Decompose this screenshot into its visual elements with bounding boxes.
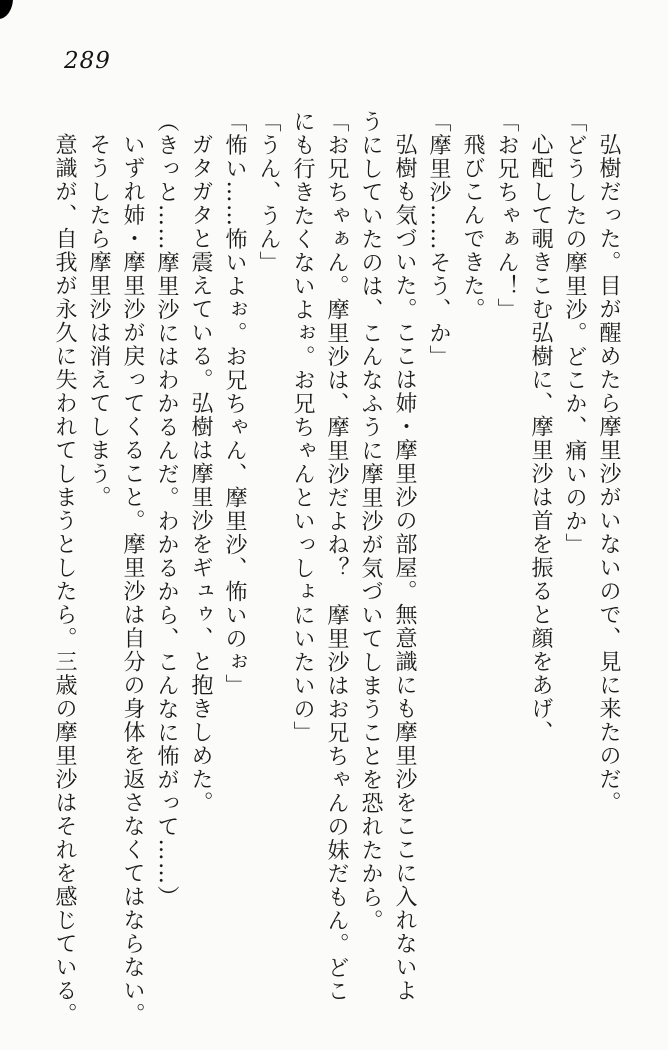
text-column: にも行きたくないよぉ。お兄ちゃんといっしょにいたいの」 (290, 110, 315, 745)
text-column: 弘樹も気づいた。ここは姉・摩里沙の部屋。無意識にも摩里沙をここに入れないよ (392, 133, 417, 1003)
text-column: そうしたら摩里沙は消えてしまう。 (86, 133, 111, 509)
text-column: 意識が、自我が永久に失われてしまうとしたら。三歳の摩里沙はそれを感じている。 (52, 133, 77, 1026)
text-column: 「どうしたの摩里沙。どこか、痛いのか」 (562, 110, 587, 557)
text-column: 心配して覗きこむ弘樹に、摩里沙は首を振ると顔をあげ、 (528, 133, 553, 744)
text-column: 「お兄ちゃぁん！」 (494, 110, 519, 322)
scan-corner-artifact (0, 0, 13, 19)
text-column: 弘樹だった。目が醒めたら摩里沙がいないので、見に来たのだ。 (596, 133, 621, 815)
text-column: 「怖い……怖いよぉ。お兄ちゃん、摩里沙、怖いのぉ」 (222, 110, 247, 698)
text-column: ガタガタと震えている。弘樹は摩里沙をギュゥ、と抱きしめた。 (188, 133, 213, 815)
text-column: 「うん、うん」 (256, 110, 281, 275)
text-column: 「摩里沙……そう、か」 (426, 110, 451, 369)
page-number: 289 (64, 48, 111, 74)
text-column: 「お兄ちゃぁん。摩里沙は、摩里沙だよね？ 摩里沙はお兄ちゃんの妹だもん。どこ (324, 110, 349, 1003)
text-column: いずれ姉・摩里沙が戻ってくること。摩里沙は自分の身体を返さなくてはならない。 (120, 133, 145, 1026)
vertical-text-block (47, 110, 625, 1025)
text-column: （きっと……摩里沙にはわかるんだ。わかるから、こんなに怖がって……） (154, 110, 179, 909)
text-column: 飛びこんできた。 (460, 133, 485, 321)
text-column: うにしていたのは、こんなふうに摩里沙が気づいてしまうことを恐れたから。 (358, 110, 383, 933)
